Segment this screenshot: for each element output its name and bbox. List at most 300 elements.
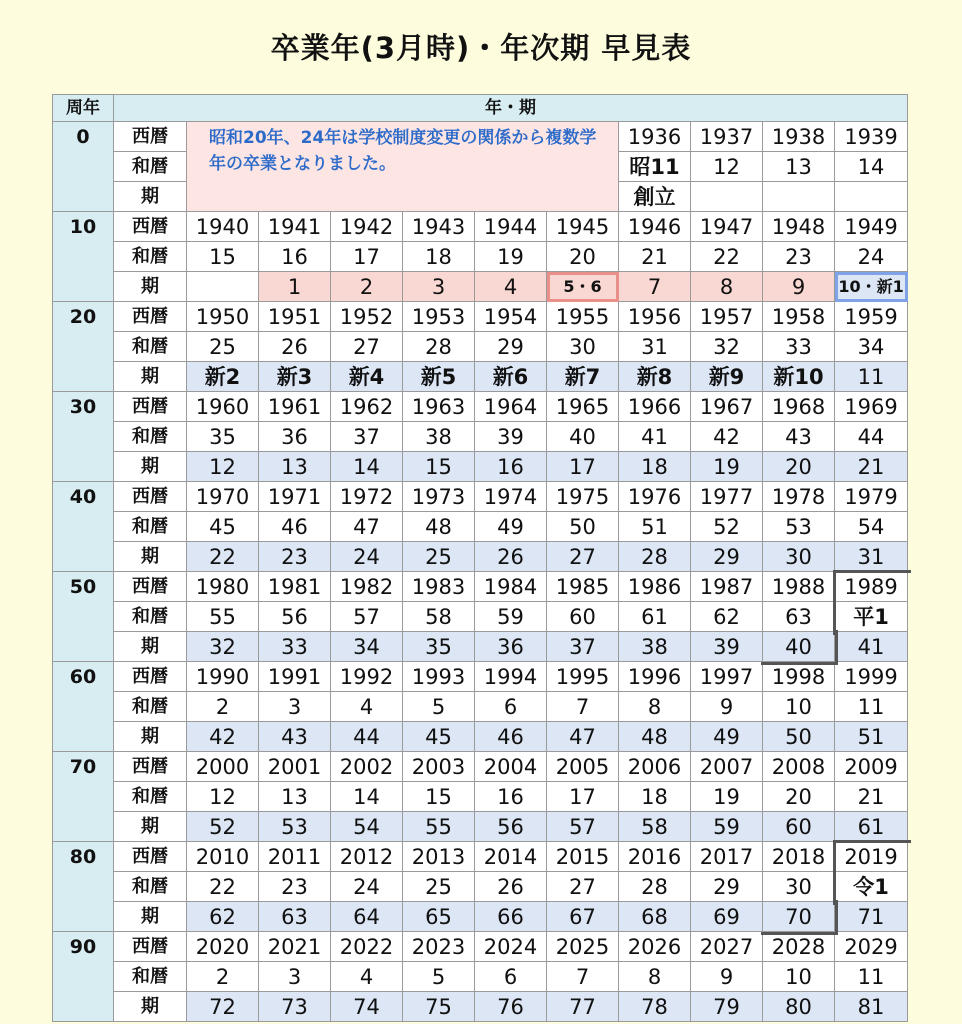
western-year-cell: 1966: [619, 392, 691, 422]
western-year-cell: 1981: [259, 572, 331, 602]
period-cell: 22: [187, 542, 259, 572]
western-year-cell: 1951: [259, 302, 331, 332]
western-year-cell: 1952: [331, 302, 403, 332]
period-cell: 4: [475, 272, 547, 302]
japanese-year-cell: 9: [691, 962, 763, 992]
japanese-year-cell: 31: [619, 332, 691, 362]
japanese-year-cell: 28: [619, 872, 691, 902]
western-year-cell: 1970: [187, 482, 259, 512]
period-cell: 45: [403, 722, 475, 752]
period-cell: 9: [763, 272, 835, 302]
period-cell: 70: [763, 902, 835, 932]
period-cell: 65: [403, 902, 475, 932]
period-cell: 51: [835, 722, 908, 752]
western-year-cell: 1971: [259, 482, 331, 512]
japanese-year-cell: 22: [187, 872, 259, 902]
period-label: 期: [114, 722, 187, 752]
japanese-year-cell: 15: [187, 242, 259, 272]
japanese-label: 和暦: [114, 152, 187, 182]
japanese-year-cell: 55: [187, 602, 259, 632]
western-year-cell: 2016: [619, 842, 691, 872]
table-row: [53, 722, 908, 752]
western-year-cell: 1969: [835, 392, 908, 422]
period-cell: 11: [835, 362, 908, 392]
age-cell: 50: [53, 572, 114, 662]
western-year-cell: 1955: [547, 302, 619, 332]
period-cell: [187, 272, 259, 302]
period-cell: 創立: [619, 182, 691, 212]
header-age: 周年: [53, 95, 114, 122]
western-year-cell: 2014: [475, 842, 547, 872]
period-cell: 34: [331, 632, 403, 662]
period-cell: 43: [259, 722, 331, 752]
period-label: 期: [114, 182, 187, 212]
japanese-year-cell: 57: [331, 602, 403, 632]
western-label: 西暦: [114, 572, 187, 602]
western-year-cell: 2008: [763, 752, 835, 782]
japanese-year-cell: 59: [475, 602, 547, 632]
age-cell: 30: [53, 392, 114, 482]
western-year-cell: 1957: [691, 302, 763, 332]
period-cell: 新10: [763, 362, 835, 392]
western-year-cell: 1940: [187, 212, 259, 242]
western-year-cell: 1998: [763, 662, 835, 692]
western-year-cell: 1986: [619, 572, 691, 602]
western-year-cell: 2023: [403, 932, 475, 962]
period-cell: 57: [547, 812, 619, 842]
japanese-year-cell: 6: [475, 692, 547, 722]
western-year-cell: 1976: [619, 482, 691, 512]
western-year-cell: 2000: [187, 752, 259, 782]
japanese-year-cell: 62: [691, 602, 763, 632]
period-cell: 72: [187, 992, 259, 1022]
japanese-year-cell: 2: [187, 962, 259, 992]
age-cell: 90: [53, 932, 114, 1022]
japanese-year-cell: 37: [331, 422, 403, 452]
period-cell: 32: [187, 632, 259, 662]
japanese-year-cell: 7: [547, 962, 619, 992]
period-label: 期: [114, 452, 187, 482]
japanese-year-cell: 41: [619, 422, 691, 452]
period-cell: 55: [403, 812, 475, 842]
period-cell: 1: [259, 272, 331, 302]
table-row: [53, 662, 908, 692]
period-cell: 18: [619, 452, 691, 482]
western-year-cell: 1964: [475, 392, 547, 422]
japanese-label: 和暦: [114, 512, 187, 542]
table-row: [53, 932, 908, 962]
western-year-cell: 2001: [259, 752, 331, 782]
period-cell: 新6: [475, 362, 547, 392]
japanese-year-cell: 15: [403, 782, 475, 812]
period-cell: 63: [259, 902, 331, 932]
table-row: [53, 392, 908, 422]
period-cell: 38: [619, 632, 691, 662]
japanese-year-cell: 13: [763, 152, 835, 182]
japanese-year-cell: 61: [619, 602, 691, 632]
table-body: [53, 95, 908, 1022]
period-cell: 新5: [403, 362, 475, 392]
western-year-cell: 1948: [763, 212, 835, 242]
western-year-cell: 1973: [403, 482, 475, 512]
western-year-cell: 1978: [763, 482, 835, 512]
period-cell: 37: [547, 632, 619, 662]
japanese-year-cell: 45: [187, 512, 259, 542]
western-year-cell: 1949: [835, 212, 908, 242]
western-year-cell: 1959: [835, 302, 908, 332]
western-year-cell: 1947: [691, 212, 763, 242]
period-cell: 12: [187, 452, 259, 482]
table-row: [53, 272, 908, 302]
period-cell: 59: [691, 812, 763, 842]
period-cell: 71: [835, 902, 908, 932]
table-row: [53, 872, 908, 902]
period-cell: 42: [187, 722, 259, 752]
japanese-year-cell: 14: [331, 782, 403, 812]
japanese-year-cell: 5: [403, 692, 475, 722]
western-year-cell: 2019: [835, 842, 908, 872]
japanese-year-cell: 50: [547, 512, 619, 542]
japanese-year-cell: 26: [475, 872, 547, 902]
western-year-cell: 2021: [259, 932, 331, 962]
period-cell: 77: [547, 992, 619, 1022]
western-year-cell: 1985: [547, 572, 619, 602]
japanese-year-cell: 52: [691, 512, 763, 542]
period-label: 期: [114, 542, 187, 572]
japanese-year-cell: 40: [547, 422, 619, 452]
table-row: [53, 572, 908, 602]
period-cell: 67: [547, 902, 619, 932]
japanese-year-cell: 51: [619, 512, 691, 542]
period-cell: 53: [259, 812, 331, 842]
japanese-year-cell: 11: [835, 692, 908, 722]
western-year-cell: 1997: [691, 662, 763, 692]
period-cell: 40: [763, 632, 835, 662]
japanese-year-cell: 20: [763, 782, 835, 812]
western-year-cell: 2007: [691, 752, 763, 782]
table-row: [53, 422, 908, 452]
period-cell: 69: [691, 902, 763, 932]
japanese-label: 和暦: [114, 962, 187, 992]
period-label: 期: [114, 362, 187, 392]
japanese-year-cell: 49: [475, 512, 547, 542]
japanese-label: 和暦: [114, 692, 187, 722]
western-year-cell: 1984: [475, 572, 547, 602]
japanese-year-cell: 6: [475, 962, 547, 992]
western-year-cell: 1980: [187, 572, 259, 602]
western-year-cell: 2029: [835, 932, 908, 962]
japanese-year-cell: 36: [259, 422, 331, 452]
table-row: [53, 362, 908, 392]
header-row: [53, 95, 908, 122]
japanese-label: 和暦: [114, 422, 187, 452]
period-cell: 16: [475, 452, 547, 482]
western-year-cell: 2025: [547, 932, 619, 962]
table-row: [53, 752, 908, 782]
japanese-year-cell: 19: [475, 242, 547, 272]
japanese-year-cell: 27: [331, 332, 403, 362]
japanese-year-cell: 60: [547, 602, 619, 632]
period-cell: 78: [619, 992, 691, 1022]
western-year-cell: 2006: [619, 752, 691, 782]
period-cell: 28: [619, 542, 691, 572]
japanese-year-cell: 8: [619, 692, 691, 722]
western-year-cell: 1992: [331, 662, 403, 692]
japanese-year-cell: 16: [259, 242, 331, 272]
period-cell: 26: [475, 542, 547, 572]
japanese-label: 和暦: [114, 872, 187, 902]
western-year-cell: 1962: [331, 392, 403, 422]
period-cell: 19: [691, 452, 763, 482]
western-year-cell: 1937: [691, 122, 763, 152]
table-row: [53, 302, 908, 332]
western-label: 西暦: [114, 302, 187, 332]
western-year-cell: 1972: [331, 482, 403, 512]
western-year-cell: 1941: [259, 212, 331, 242]
table-row: [53, 632, 908, 662]
japanese-year-cell: 42: [691, 422, 763, 452]
japanese-year-cell: 4: [331, 692, 403, 722]
period-cell: 10・新1: [835, 272, 908, 302]
age-cell: 10: [53, 212, 114, 302]
japanese-year-cell: 4: [331, 962, 403, 992]
western-year-cell: 2009: [835, 752, 908, 782]
period-cell: 新8: [619, 362, 691, 392]
western-year-cell: 1961: [259, 392, 331, 422]
western-year-cell: 2020: [187, 932, 259, 962]
age-cell: 60: [53, 662, 114, 752]
period-cell: 新2: [187, 362, 259, 392]
japanese-year-cell: 44: [835, 422, 908, 452]
western-year-cell: 1945: [547, 212, 619, 242]
japanese-year-cell: 21: [835, 782, 908, 812]
western-year-cell: 1954: [475, 302, 547, 332]
western-year-cell: 1975: [547, 482, 619, 512]
japanese-year-cell: 27: [547, 872, 619, 902]
western-year-cell: 1996: [619, 662, 691, 692]
period-cell: 50: [763, 722, 835, 752]
western-year-cell: 1938: [763, 122, 835, 152]
japanese-year-cell: 14: [835, 152, 908, 182]
period-cell: 14: [331, 452, 403, 482]
period-cell: 20: [763, 452, 835, 482]
table-row: [53, 812, 908, 842]
table-row: [53, 992, 908, 1022]
japanese-year-cell: 58: [403, 602, 475, 632]
period-cell: 66: [475, 902, 547, 932]
japanese-year-cell: 30: [763, 872, 835, 902]
period-cell: 8: [691, 272, 763, 302]
period-cell: 13: [259, 452, 331, 482]
western-label: 西暦: [114, 932, 187, 962]
western-year-cell: 1994: [475, 662, 547, 692]
japanese-year-cell: 23: [259, 872, 331, 902]
western-year-cell: 1999: [835, 662, 908, 692]
table-row: [53, 212, 908, 242]
japanese-year-cell: 47: [331, 512, 403, 542]
period-cell: 39: [691, 632, 763, 662]
japanese-year-cell: 9: [691, 692, 763, 722]
age-cell: 70: [53, 752, 114, 842]
period-cell: 36: [475, 632, 547, 662]
western-year-cell: 1942: [331, 212, 403, 242]
period-label: 期: [114, 992, 187, 1022]
period-cell: 68: [619, 902, 691, 932]
table-row: [53, 122, 908, 152]
western-label: 西暦: [114, 122, 187, 152]
western-year-cell: 1977: [691, 482, 763, 512]
period-cell: 79: [691, 992, 763, 1022]
western-label: 西暦: [114, 482, 187, 512]
table-row: [53, 962, 908, 992]
age-cell: 20: [53, 302, 114, 392]
period-cell: 25: [403, 542, 475, 572]
western-year-cell: 1963: [403, 392, 475, 422]
school-system-note: 昭和20年、24年は学校制度変更の関係から複数学年の卒業となりました。: [187, 122, 619, 212]
japanese-label: 和暦: [114, 782, 187, 812]
period-cell: 48: [619, 722, 691, 752]
western-year-cell: 1993: [403, 662, 475, 692]
japanese-year-cell: 11: [835, 962, 908, 992]
western-year-cell: 1968: [763, 392, 835, 422]
period-cell: 64: [331, 902, 403, 932]
japanese-year-cell: 2: [187, 692, 259, 722]
western-year-cell: 2017: [691, 842, 763, 872]
period-cell: 52: [187, 812, 259, 842]
period-cell: 62: [187, 902, 259, 932]
japanese-year-cell: 38: [403, 422, 475, 452]
period-cell: 61: [835, 812, 908, 842]
western-year-cell: 1987: [691, 572, 763, 602]
japanese-year-cell: 35: [187, 422, 259, 452]
period-cell: 49: [691, 722, 763, 752]
page-title: 卒業年(3月時)・年次期 早見表: [270, 31, 692, 65]
table-row: [53, 452, 908, 482]
period-cell: 3: [403, 272, 475, 302]
japanese-year-cell: 20: [547, 242, 619, 272]
japanese-year-cell: 平1: [835, 602, 908, 632]
western-year-cell: 1936: [619, 122, 691, 152]
period-cell: 56: [475, 812, 547, 842]
japanese-year-cell: 8: [619, 962, 691, 992]
table-row: [53, 242, 908, 272]
period-cell: 24: [331, 542, 403, 572]
western-year-cell: 2022: [331, 932, 403, 962]
period-cell: 15: [403, 452, 475, 482]
japanese-year-cell: 5: [403, 962, 475, 992]
western-year-cell: 2018: [763, 842, 835, 872]
period-cell: 46: [475, 722, 547, 752]
japanese-year-cell: 29: [691, 872, 763, 902]
period-cell: 80: [763, 992, 835, 1022]
period-cell: 7: [619, 272, 691, 302]
japanese-year-cell: 12: [187, 782, 259, 812]
period-cell: 21: [835, 452, 908, 482]
period-cell: 60: [763, 812, 835, 842]
period-label: 期: [114, 902, 187, 932]
table-row: [53, 482, 908, 512]
japanese-year-cell: 24: [331, 872, 403, 902]
period-cell: 73: [259, 992, 331, 1022]
western-label: 西暦: [114, 752, 187, 782]
japanese-year-cell: 26: [259, 332, 331, 362]
japanese-label: 和暦: [114, 602, 187, 632]
japanese-year-cell: 22: [691, 242, 763, 272]
japanese-year-cell: 56: [259, 602, 331, 632]
period-cell: 35: [403, 632, 475, 662]
japanese-year-cell: 10: [763, 962, 835, 992]
western-year-cell: 1967: [691, 392, 763, 422]
western-label: 西暦: [114, 662, 187, 692]
japanese-year-cell: 18: [403, 242, 475, 272]
japanese-year-cell: 18: [619, 782, 691, 812]
western-label: 西暦: [114, 392, 187, 422]
japanese-year-cell: 昭11: [619, 152, 691, 182]
western-label: 西暦: [114, 842, 187, 872]
western-year-cell: 1939: [835, 122, 908, 152]
table-row: [53, 902, 908, 932]
japanese-year-cell: 28: [403, 332, 475, 362]
period-cell: 新3: [259, 362, 331, 392]
period-cell: [835, 182, 908, 212]
japanese-year-cell: 3: [259, 962, 331, 992]
japanese-year-cell: 13: [259, 782, 331, 812]
japanese-year-cell: 12: [691, 152, 763, 182]
period-cell: 41: [835, 632, 908, 662]
western-year-cell: 1944: [475, 212, 547, 242]
period-cell: 75: [403, 992, 475, 1022]
western-year-cell: 1943: [403, 212, 475, 242]
table-row: [53, 602, 908, 632]
table-row: [53, 542, 908, 572]
period-cell: 30: [763, 542, 835, 572]
western-year-cell: 1974: [475, 482, 547, 512]
japanese-year-cell: 46: [259, 512, 331, 542]
western-year-cell: 2012: [331, 842, 403, 872]
western-year-cell: 1956: [619, 302, 691, 332]
western-year-cell: 1960: [187, 392, 259, 422]
japanese-year-cell: 17: [331, 242, 403, 272]
period-label: 期: [114, 272, 187, 302]
western-year-cell: 2027: [691, 932, 763, 962]
japanese-year-cell: 63: [763, 602, 835, 632]
japanese-year-cell: 23: [763, 242, 835, 272]
western-year-cell: 1958: [763, 302, 835, 332]
western-year-cell: 1953: [403, 302, 475, 332]
japanese-year-cell: 29: [475, 332, 547, 362]
western-year-cell: 1965: [547, 392, 619, 422]
period-cell: 2: [331, 272, 403, 302]
japanese-year-cell: 24: [835, 242, 908, 272]
japanese-year-cell: 54: [835, 512, 908, 542]
western-year-cell: 1946: [619, 212, 691, 242]
japanese-label: 和暦: [114, 332, 187, 362]
japanese-label: 和暦: [114, 242, 187, 272]
japanese-year-cell: 16: [475, 782, 547, 812]
japanese-year-cell: 7: [547, 692, 619, 722]
japanese-year-cell: 17: [547, 782, 619, 812]
graduation-year-table: [52, 94, 908, 1022]
period-cell: 31: [835, 542, 908, 572]
western-year-cell: 1995: [547, 662, 619, 692]
period-cell: 29: [691, 542, 763, 572]
table-row: [53, 332, 908, 362]
period-cell: 33: [259, 632, 331, 662]
period-cell: 17: [547, 452, 619, 482]
period-cell: 23: [259, 542, 331, 572]
period-label: 期: [114, 632, 187, 662]
table-row: [53, 692, 908, 722]
